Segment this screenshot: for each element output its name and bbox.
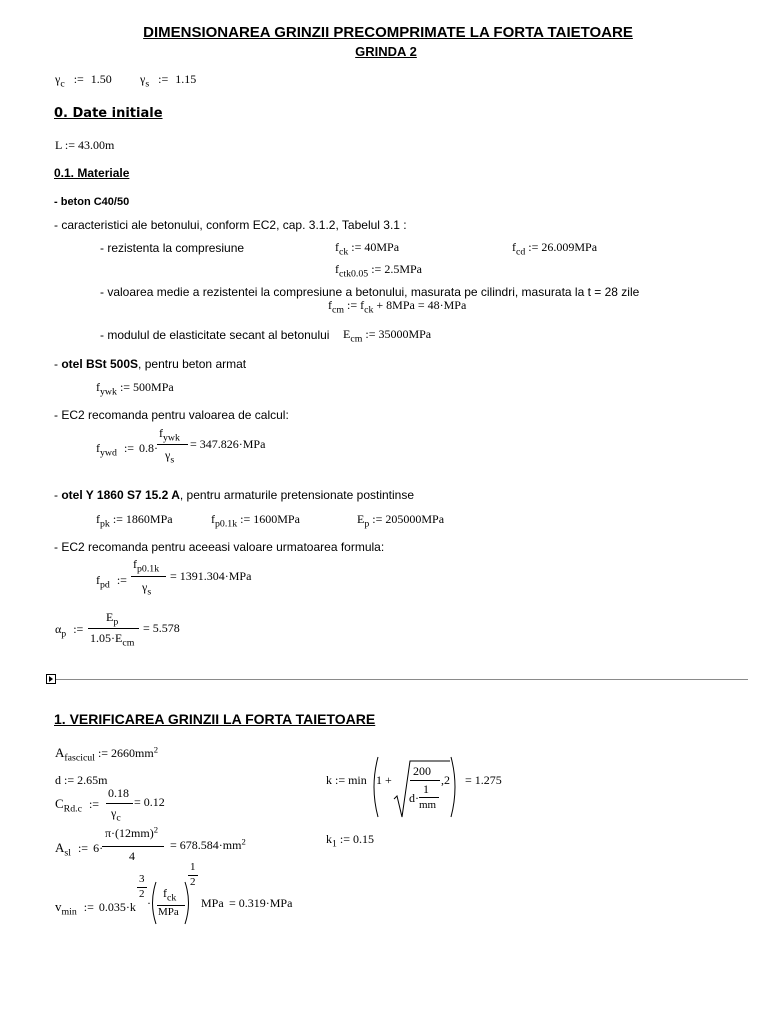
alpha-p-denominator: $1.05\cdot E_{cm}$ [90,631,135,649]
fpk-definition: $f_{pk}$ := 1860MPa [96,512,173,530]
materials-heading: 0.1. Materiale [54,166,130,180]
ec2-formula-text: - EC2 recomanda pentru aceeasi valoare urmatoarea formula: [54,540,385,554]
k-mm: mm [419,799,437,811]
beton-label: - beton C40/50 [54,196,130,208]
k1-definition: $k_1$ := 0.15 [326,832,375,850]
fpd-lhs: $f_{pd}$ := [96,573,127,591]
length-definition: L := 43.00m [55,138,115,152]
ecm-definition: $E_{cm}$ := 35000MPa [343,327,432,345]
page-subtitle: GRINDA 2 [355,44,417,59]
gamma-s-definition: $\gamma_s$ := 1.15 [140,72,197,90]
k-inner-fraction-bar [419,797,439,798]
fywd-lhs: $f_{ywd}$ := 0.8· [96,441,159,459]
alpha-p-numerator: $E_p$ [106,610,119,628]
fcd-definition: $f_{cd}$ := 26.009MPa [512,240,598,258]
vmin-exp-denominator: 2 [139,888,145,900]
asl-numerator: $\pi\cdot(12mm)^2$ [105,824,159,840]
k-comma-two: ,2 [441,773,450,787]
fpd-denominator: $\gamma_s$ [142,580,152,598]
beton-characteristics-text: - caracteristici ale betonului, conform EC2, cap. 3.1.2, Tabelul 3.1 : [54,218,407,232]
d-definition: d := 2.65m [55,773,108,787]
vmin-lhs: $v_{min}$ := 0.035·k [55,899,136,918]
vmin-pow-numerator: 1 [190,861,196,873]
fywd-result: = 347.826·MPa [190,437,266,451]
crdc-result: = 0.12 [134,795,165,809]
mean-strength-label: - valoarea medie a rezistentei la compresiune a betonului, masurata pe cilindri, masurata la t = 28 zile [100,285,640,299]
fck-definition: $f_{ck}$ := 40MPa [335,240,400,258]
alpha-p-result: = 5.578 [143,621,180,635]
asl-fraction-bar [102,846,164,847]
asl-lhs: $A_{sl}$ := 6· [55,840,104,859]
k-outer-fraction-bar [410,780,440,781]
section-0-heading: 0. Date initiale [54,106,163,121]
alpha-p-fraction-bar [88,628,139,629]
fcm-definition: $f_{cm}$ := $f_{ck} + 8MPa = 48\cdot MPa$ [328,298,467,316]
k-200: 200 [413,764,431,778]
asl-denominator: 4 [129,849,135,863]
page-title: DIMENSIONAREA GRINZII PRECOMPRIMATE LA FORTA TAIETOARE [143,24,633,41]
fpd-fraction-bar [131,576,166,577]
a-fascicul-definition: $A_{fascicul}$ := $2660mm^2$ [55,744,159,764]
fywd-denominator: $\gamma_s$ [165,448,175,466]
k-d-dot: d· [409,791,419,805]
section-1-heading: 1. VERIFICAREA GRINZII LA FORTA TAIETOARE [54,711,376,727]
fpd-result: = 1391.304·MPa [170,569,252,583]
fctk-definition: $f_{ctk0.05}$ := 2.5MPa [335,262,422,280]
region-toggle-icon[interactable] [46,674,56,684]
steel-bst-label: - otel BSt 500S, pentru beton armat [54,357,247,371]
asl-result: = $678.584\cdot mm^2$ [170,836,246,852]
steel-y1860-label: - otel Y 1860 S7 15.2 A, pentru armaturile pretensionate postintinse [54,488,415,502]
fpd-numerator: $f_{p0.1k}$ [133,557,160,575]
vmin-result: = 0.319·MPa [229,896,293,910]
crdc-denominator: $\gamma_c$ [111,806,121,824]
vmin-dot: · [147,896,151,910]
region-divider [56,679,748,680]
vmin-unit: MPa [201,896,224,910]
vmin-left-paren [148,880,158,926]
compression-label: - rezistenta la compresiune [100,241,245,255]
k-one-plus: 1 + [376,773,392,787]
fywd-fraction-bar [157,444,188,445]
ep-definition: $E_p$ := 205000MPa [357,512,445,530]
fywk-definition: $f_{ywk}$ := 500MPa [96,380,174,398]
ec2-design-text: - EC2 recomanda pentru valoarea de calcul: [54,408,289,422]
k-result: = 1.275 [465,773,502,787]
crdc-fraction-bar [106,803,133,804]
k-lhs: k := min [326,773,367,787]
vmin-pow-denominator: 2 [190,876,196,888]
gamma-c-definition: $\gamma_c$ := 1.50 [55,72,112,90]
k-right-paren [449,755,461,819]
modulus-label: - modulul de elasticitate secant al betonului [100,328,330,342]
crdc-numerator: 0.18 [108,786,129,800]
vmin-frac-denominator: MPa [158,906,179,918]
k-one: 1 [423,782,429,796]
alpha-p-lhs: $\alpha_p$ := [55,622,84,640]
vmin-exp-numerator: 3 [139,873,145,885]
fywd-numerator: $f_{ywk}$ [159,426,180,444]
fp01k-definition: $f_{p0.1k}$ := 1600MPa [211,512,300,530]
crdc-lhs: $C_{Rd.c}$ := [55,796,100,815]
vmin-frac-numerator: $f_{ck}$ [163,886,177,904]
